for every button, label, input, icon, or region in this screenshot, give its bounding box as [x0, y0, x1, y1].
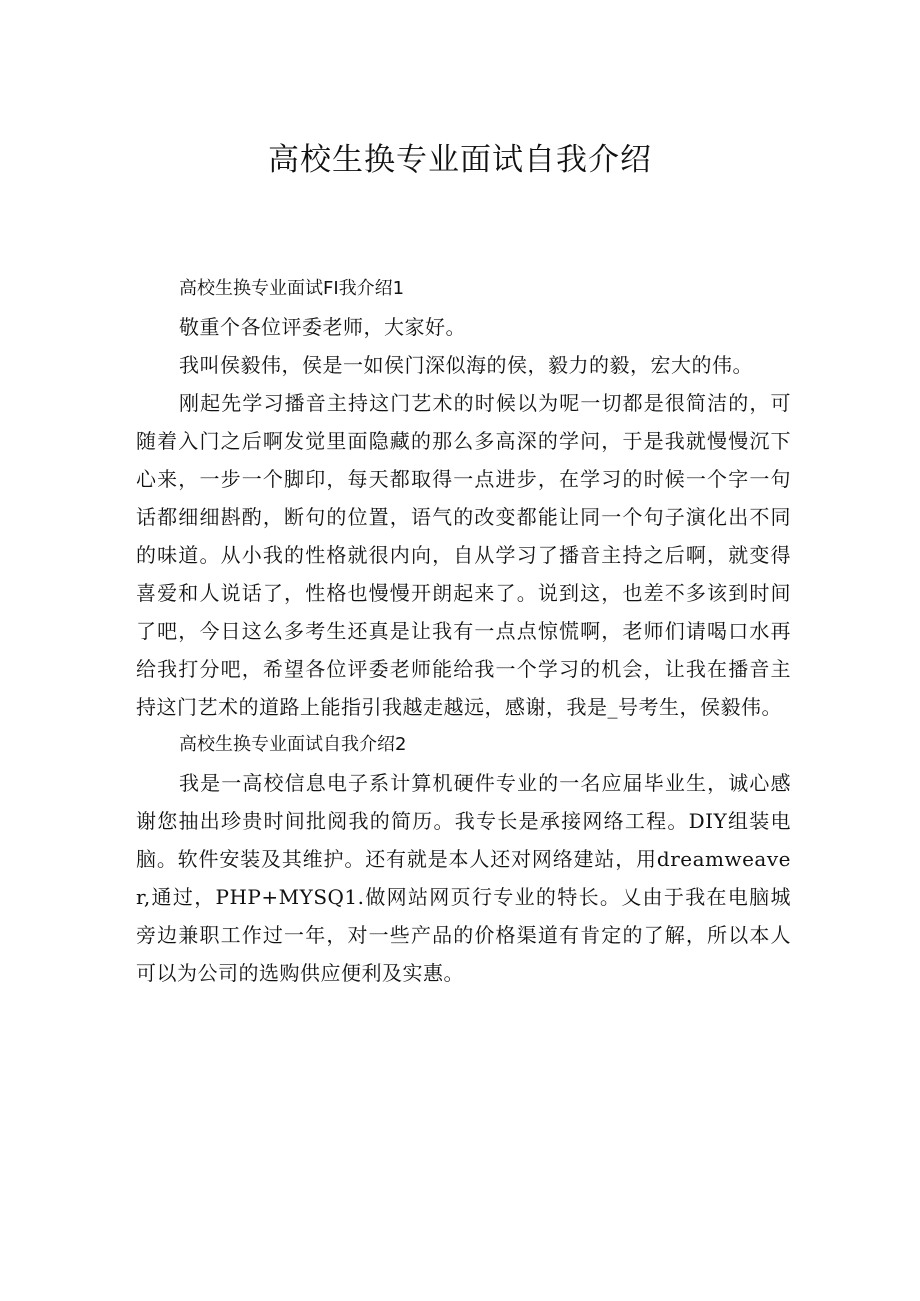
name-paragraph: 我叫侯毅伟，侯是一如侯门深似海的侯，毅力的毅，宏大的伟。: [179, 353, 753, 377]
skills-paragraph: 我是一高校信息电子系计算机硬件专业的一名应届毕业生，诚心感谢您抽出珍贵时间批阅我的简历。我专长是承接网络工程。DIY组装电脑。软件安装及其维护。还有就是本人还对网络建站，用dreamweaver,通过，PHP+MYSQ1.做网站网页行专业的特长。乂由于我在电脑城旁边兼职工作过一年，对一些产品的价格渠道有肯定的了解，所以本人可以为公司的选购供应便利及实惠。: [136, 771, 791, 985]
document-body: [136, 270, 791, 992]
section-heading-1: 高校生换专业面试FI我介绍1: [179, 278, 405, 299]
story-paragraph: 刚起先学习播音主持这门艺术的时候以为呢一切都是很简洁的，可随着入门之后啊发觉里面隐藏的那么多高深的学问，于是我就慢慢沉下心来，一步一个脚印，每天都取得一点进步，在学习的时候一个字一句话都细细斟酌，断句的位置，语气的改变都能让同一个句子演化出不同的味道。从小我的性格就很内向，自从学习了播音主持之后啊，就变得喜爱和人说话了，性格也慢慢开朗起来了。说到这，也差不多该到时间了吧，今日这么多考生还真是让我有一点点惊慌啊，老师们请喝口水再给我打分吧，希望各位评委老师能给我一个学习的机会，让我在播音主持这门艺术的道路上能指引我越走越远，感谢，我是_号考生，侯毅伟。: [136, 391, 791, 719]
document-title: 高校生换专业面试自我介绍: [268, 142, 652, 178]
section-heading-2: 高校生换专业面试自我介绍2: [179, 734, 407, 755]
greeting-paragraph: 敬重个各位评委老师，大家好。: [179, 315, 466, 339]
